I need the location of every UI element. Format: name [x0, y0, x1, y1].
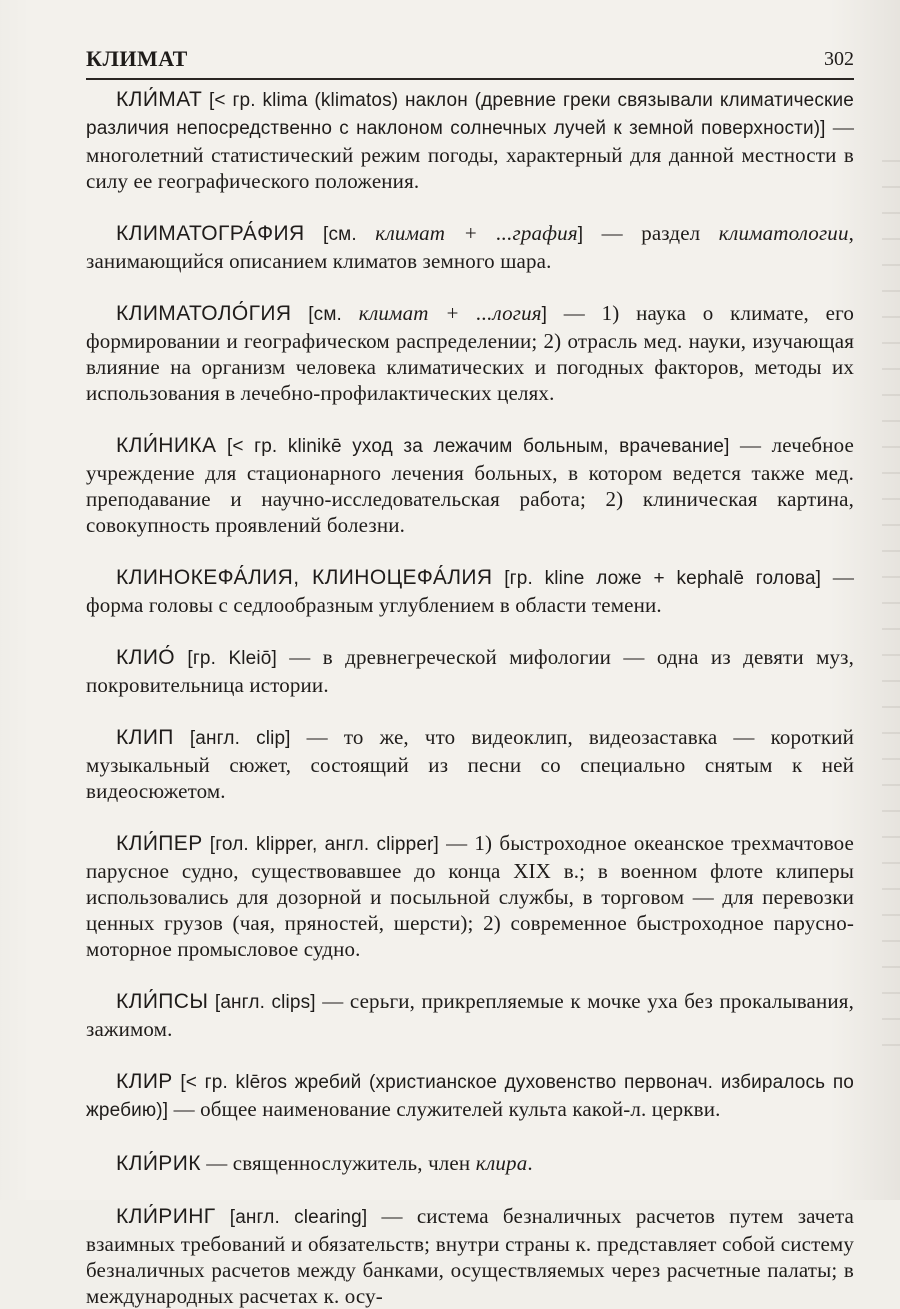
entry-definition-prefix: — раздел	[583, 221, 719, 245]
dictionary-entries	[86, 86, 855, 1308]
entry-definition: — в древнегреческой мифологии — одна из девяти муз, покровительница истории.	[86, 645, 855, 697]
entry-etymology: [англ. clearing]	[215, 1207, 368, 1228]
entry-etymology: [< гр. klinikē уход за лежачим больным, врачевание]	[216, 436, 730, 457]
entry-etymology: [< гр. klēros жребий (христианское духовенство первонач. избиралось по жребию)]	[86, 1072, 854, 1121]
entry-term: КЛИП	[116, 726, 174, 749]
entry-klip	[86, 724, 854, 804]
entry-term: КЛИ́ПСЫ	[116, 990, 209, 1013]
entry-term: КЛИМАТОГРА́ФИЯ	[116, 222, 305, 245]
entry-klipsy	[86, 988, 854, 1042]
entry-term: КЛИ́НИКА	[116, 434, 217, 457]
entry-etymology-prefix: [см.	[304, 224, 376, 245]
entry-definition-prefix: — священнослужитель, член	[200, 1151, 476, 1175]
entry-term: КЛИ́РИК	[116, 1152, 201, 1175]
entry-definition-italic: климатологии	[718, 221, 849, 245]
entry-definition: — многолетний статистический режим погоды, характерный для данной местности в силу ее географического положения.	[86, 115, 854, 193]
entry-definition: — общее наименование служителей культа какой-л. церкви.	[168, 1097, 721, 1121]
entry-etymology-italic: климат + ...графия	[375, 221, 578, 245]
entry-etymology-suffix: ]	[541, 304, 548, 325]
entry-term: КЛИ́ПЕР	[116, 832, 203, 855]
entry-term: КЛИ́МАТ	[116, 88, 203, 111]
entry-etymology-suffix: ]	[577, 224, 584, 245]
entry-klio	[86, 644, 854, 698]
entry-klinokefaliya	[86, 564, 854, 618]
page-header	[86, 44, 854, 80]
entry-kliper	[86, 830, 854, 962]
entry-definition-suffix: .	[527, 1151, 533, 1175]
entry-term: КЛИ́РИНГ	[116, 1205, 216, 1228]
entry-term: КЛИНОКЕФА́ЛИЯ, КЛИНОЦЕФА́ЛИЯ	[116, 566, 493, 589]
entry-etymology: [гр. Kleiō]	[175, 648, 277, 669]
entry-etymology: [< гр. klima (klimatos) наклон (древние греки связывали климатические различия непосредственно с наклоном солнечных лучей к земной поверхности)]	[86, 90, 854, 139]
entry-klimatografiya	[86, 220, 854, 274]
page-number: 302	[824, 48, 854, 70]
entry-etymology: [англ. clip]	[173, 728, 291, 749]
entry-definition: — серьги, прикрепляемые к мочке уха без прокалывания, зажимом.	[86, 989, 854, 1041]
entry-klimatologiya	[86, 300, 854, 406]
entry-definition: — то же, что видеоклип, видеозаставка — короткий музыкальный сюжет, состоящий из песни со специально снятым к ней видеосюжетом.	[86, 725, 854, 803]
entry-definition: — 1) наука о климате, его формировании и географическом распределении; 2) отрасль мед. науки, изучающая влияние на организм человека климатических и погодных факторов, методы их использования в лечебно-профилактических целях.	[86, 301, 855, 405]
entry-definition: — форма головы с седлообразным углублением в области темени.	[86, 565, 854, 617]
entry-definition: — 1) быстроходное океанское трехмачтовое парусное судно, существовавшее до конца XIX в.; в военном флоте клиперы использовались для дозорной и посыльной службы, в торговом — для перевозки ценных грузов (чая, пряностей, шерсти); 2) современное быстроходное парусно-моторное промысловое судно.	[86, 831, 854, 961]
entry-term: КЛИМАТОЛО́ГИЯ	[116, 302, 292, 325]
entry-definition-suffix: , занимающийся описанием климатов земного шара.	[86, 221, 855, 273]
running-head: КЛИМАТ	[86, 46, 188, 71]
entry-definition-italic: клира	[475, 1151, 528, 1175]
entry-etymology: [гол. klipper, англ. clipper]	[202, 834, 439, 855]
entry-etymology: [гр. kline ложе + kephalē голова]	[492, 568, 822, 589]
entry-etymology-italic: климат + ...логия	[358, 301, 542, 325]
entry-definition: — лечебное учреждение для стационарного лечения больных, в котором ведется также мед. преподавание и научно-исследовательская работа; 2) клиническая картина, совокупность проявлений болезни.	[86, 433, 854, 537]
entry-definition: — система безналичных расчетов путем зачета взаимных требований и обязательств; внутри страны к. представляет собой систему безналичных расчетов между банками, осуществляемых через расчетные палаты; в международных расчетах к. осу-	[86, 1204, 855, 1308]
entry-kliring	[86, 1203, 854, 1309]
entry-term: КЛИР	[116, 1070, 173, 1093]
page-edge-bleed	[882, 160, 900, 1060]
entry-etymology: [англ. clips]	[208, 992, 316, 1013]
entry-klirik	[86, 1150, 854, 1177]
entry-klimat	[86, 86, 854, 194]
entry-klir	[86, 1068, 854, 1124]
entry-etymology-prefix: [см.	[291, 304, 359, 325]
entry-klinika	[86, 432, 854, 538]
entry-term: КЛИО́	[116, 646, 176, 669]
